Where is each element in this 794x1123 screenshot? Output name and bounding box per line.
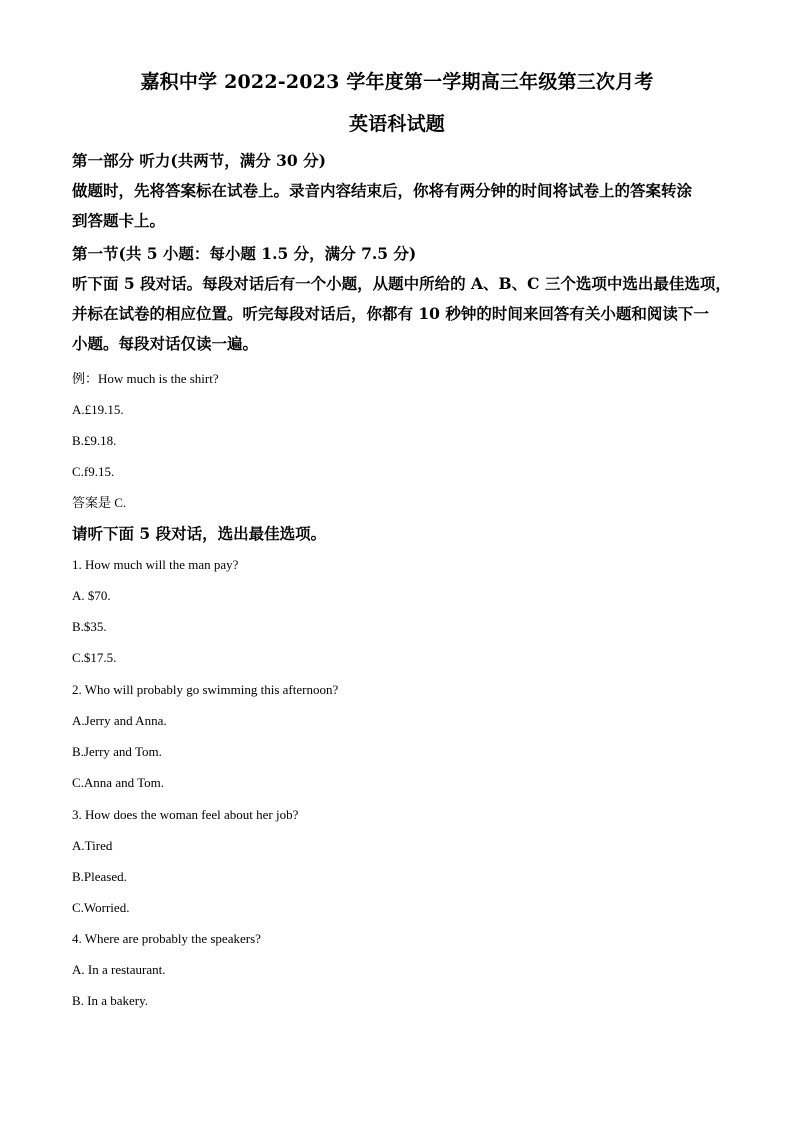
part1-instructions bbox=[72, 176, 724, 236]
example-option: B.£9.18. bbox=[72, 433, 117, 448]
part1-heading: 第一部分 听力(共两节，满分 30 分) bbox=[72, 151, 326, 170]
question-3: 3. How does the woman feel about her job? bbox=[72, 807, 299, 822]
question-2-option: B.Jerry and Tom. bbox=[72, 744, 162, 759]
listening-prompt: 请听下面 5 段对话，选出最佳选项。 bbox=[72, 524, 327, 543]
part1-instruction-line: 到答题卡上。 bbox=[72, 211, 166, 230]
question-1-option: B.$35. bbox=[72, 619, 107, 634]
example-option: C.f9.15. bbox=[72, 464, 115, 479]
question-3-option: A.Tired bbox=[72, 838, 113, 853]
example-question: 例：How much is the shirt? bbox=[72, 371, 219, 386]
section1-instruction-line: 并标在试卷的相应位置。听完每段对话后，你都有 10 秒钟的时间来回答有关小题和阅读下一 bbox=[72, 304, 709, 323]
question-4: 4. Where are probably the speakers? bbox=[72, 931, 261, 946]
question-2: 2. Who will probably go swimming this afternoon? bbox=[72, 682, 339, 697]
question-1-option: C.$17.5. bbox=[72, 650, 117, 665]
section1-heading: 第一节(共 5 小题：每小题 1.5 分，满分 7.5 分) bbox=[72, 244, 417, 263]
question-4-option: A. In a restaurant. bbox=[72, 962, 166, 977]
question-3-option: B.Pleased. bbox=[72, 869, 127, 884]
question-4-option: B. In a bakery. bbox=[72, 993, 149, 1008]
question-1: 1. How much will the man pay? bbox=[72, 557, 239, 572]
question-3-option: C.Worried. bbox=[72, 900, 130, 915]
exam-title: 嘉积中学 2022-2023 学年度第一学期高三年级第三次月考 bbox=[140, 71, 654, 93]
question-2-option: C.Anna and Tom. bbox=[72, 775, 165, 790]
question-2-option: A.Jerry and Anna. bbox=[72, 713, 167, 728]
exam-subtitle: 英语科试题 bbox=[348, 113, 445, 135]
question-1-option: A. $70. bbox=[72, 588, 111, 603]
example-answer: 答案是 C. bbox=[72, 495, 127, 510]
example-option: A.£19.15. bbox=[72, 402, 124, 417]
section1-instruction-line: 小题。每段对话仅读一遍。 bbox=[72, 334, 259, 353]
part1-instruction-line: 做题时，先将答案标在试卷上。录音内容结束后，你将有两分钟的时间将试卷上的答案转涂 bbox=[72, 181, 693, 200]
section1-instruction-line: 听下面 5 段对话。每段对话后有一个小题，从题中所给的 A、B、C 三个选项中选出最佳选项， bbox=[72, 274, 731, 293]
section1-instructions bbox=[72, 269, 731, 359]
